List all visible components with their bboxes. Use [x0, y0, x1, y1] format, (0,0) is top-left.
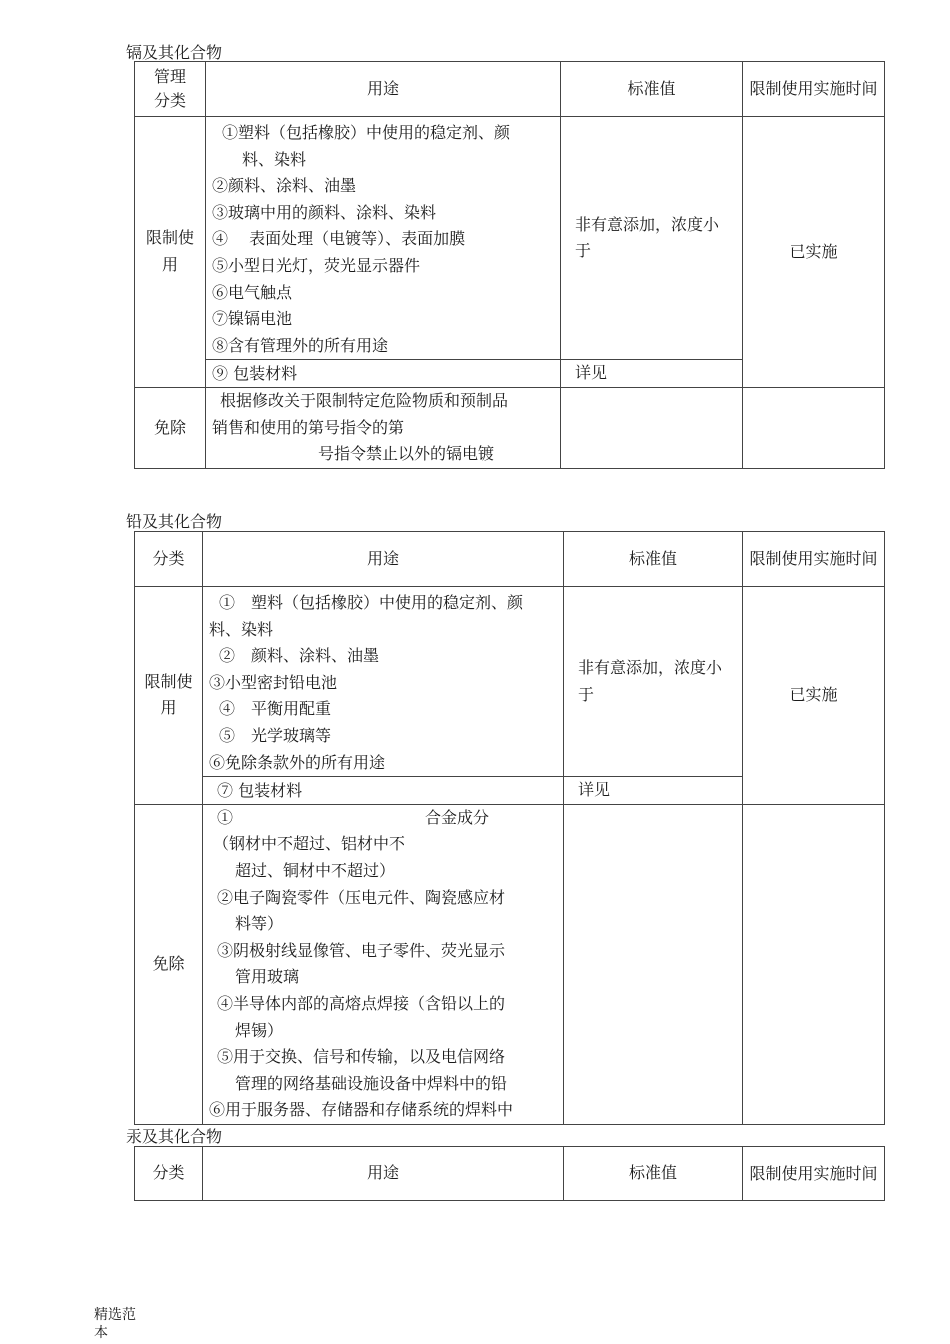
- exempt-line: 号指令禁止以外的镉电镀: [318, 444, 495, 464]
- exempt-line: 根据修改关于限制特定危险物质和预制品: [220, 390, 509, 410]
- exempt-line: 管用玻璃: [235, 967, 300, 987]
- exempt-line: 料等）: [235, 914, 284, 934]
- restricted-time: 已实施: [743, 117, 885, 388]
- list-item: ② 颜料、涂料、油墨: [219, 646, 380, 666]
- footer-note: 精选范本: [94, 1307, 136, 1341]
- exempt-line: ⑥用于服务器、存储器和存储系统的焊料中: [209, 1100, 514, 1120]
- exempt-line: ① 合金成分: [217, 807, 490, 827]
- exempt-standard: [561, 387, 743, 468]
- list-item: ①塑料（包括橡胶）中使用的稳定剂、颜: [222, 123, 511, 142]
- section-title-mercury: 汞及其化合物: [126, 1127, 223, 1146]
- exempt-line: ⑤用于交换、信号和传输，以及电信网络: [217, 1047, 506, 1067]
- cadmium-table: [134, 61, 885, 469]
- header-category: 分类: [135, 1147, 203, 1201]
- exempt-line: （钢材中不超过、铝材中不: [213, 834, 406, 854]
- restricted-uses-list: [206, 117, 561, 360]
- lead-table: [134, 531, 885, 1125]
- list-item: ⑧含有管理外的所有用途: [212, 335, 389, 355]
- header-use: 用途: [206, 62, 561, 117]
- header-category: 管理分类: [135, 62, 206, 117]
- list-item: ③玻璃中用的颜料、涂料、染料: [212, 202, 437, 222]
- exempt-line: 超过、铜材中不超过）: [235, 860, 396, 880]
- exempt-text: [206, 387, 561, 468]
- header-time: 限制使用实施时间: [743, 62, 885, 117]
- restricted-uses-list: [203, 587, 564, 777]
- header-use: 用途: [203, 532, 564, 587]
- exempt-line: ③阴极射线显像管、电子零件、荧光显示: [217, 940, 506, 960]
- exempt-list: [203, 804, 564, 1124]
- list-item: ②颜料、涂料、油墨: [212, 176, 357, 196]
- exempt-line: ②电子陶瓷零件（压电元件、陶瓷感应材: [217, 887, 506, 907]
- list-item: ① 塑料（包括橡胶）中使用的稳定剂、颜: [219, 593, 524, 612]
- restricted-label: 限制使用: [135, 587, 203, 805]
- header-use: 用途: [203, 1147, 564, 1201]
- exempt-label: 免除: [135, 387, 206, 468]
- header-category: 分类: [135, 532, 203, 587]
- list-item: 料、染料: [242, 149, 307, 169]
- exempt-line: ④半导体内部的高熔点焊接（含铅以上的: [217, 993, 506, 1013]
- packaging-use: ⑨ 包装材料: [206, 360, 561, 388]
- packaging-standard: 详见: [561, 360, 743, 388]
- header-standard: 标准值: [561, 62, 743, 117]
- exempt-label: 免除: [135, 804, 203, 1124]
- list-item: ⑥电气触点: [212, 282, 293, 302]
- exempt-time: [743, 387, 885, 468]
- exempt-line: 管理的网络基础设施设备中焊料中的铅: [235, 1073, 508, 1093]
- packaging-standard: 详见: [564, 777, 743, 805]
- exempt-line: 销售和使用的第号指令的第: [212, 417, 405, 437]
- mercury-table: [134, 1146, 885, 1201]
- packaging-use: ⑦ 包装材料: [203, 777, 564, 805]
- exempt-line: 焊锡）: [235, 1020, 284, 1040]
- list-item: ③小型密封铅电池: [209, 672, 338, 692]
- list-item: ④ 表面处理（电镀等）、表面加膜: [212, 229, 466, 249]
- restricted-standard: 非有意添加，浓度小于: [561, 117, 743, 360]
- exempt-time: [743, 804, 885, 1124]
- list-item: ④ 平衡用配重: [219, 699, 332, 719]
- section-title-lead: 铅及其化合物: [126, 512, 223, 531]
- section-title-cadmium: 镉及其化合物: [126, 43, 223, 62]
- list-item: ⑤小型日光灯，荧光显示器件: [212, 255, 421, 275]
- header-standard: 标准值: [564, 1147, 743, 1201]
- list-item: 料、染料: [209, 619, 274, 639]
- restricted-standard: 非有意添加，浓度小于: [564, 587, 743, 777]
- restricted-label: 限制使用: [135, 117, 206, 388]
- exempt-standard: [564, 804, 743, 1124]
- header-time: 限制使用实施时间: [743, 532, 885, 587]
- header-time: 限制使用实施时间: [743, 1147, 885, 1201]
- restricted-time: 已实施: [743, 587, 885, 805]
- list-item: ⑦镍镉电池: [212, 309, 293, 329]
- list-item: ⑥免除条款外的所有用途: [209, 752, 386, 772]
- list-item: ⑤ 光学玻璃等: [219, 725, 332, 745]
- header-standard: 标准值: [564, 532, 743, 587]
